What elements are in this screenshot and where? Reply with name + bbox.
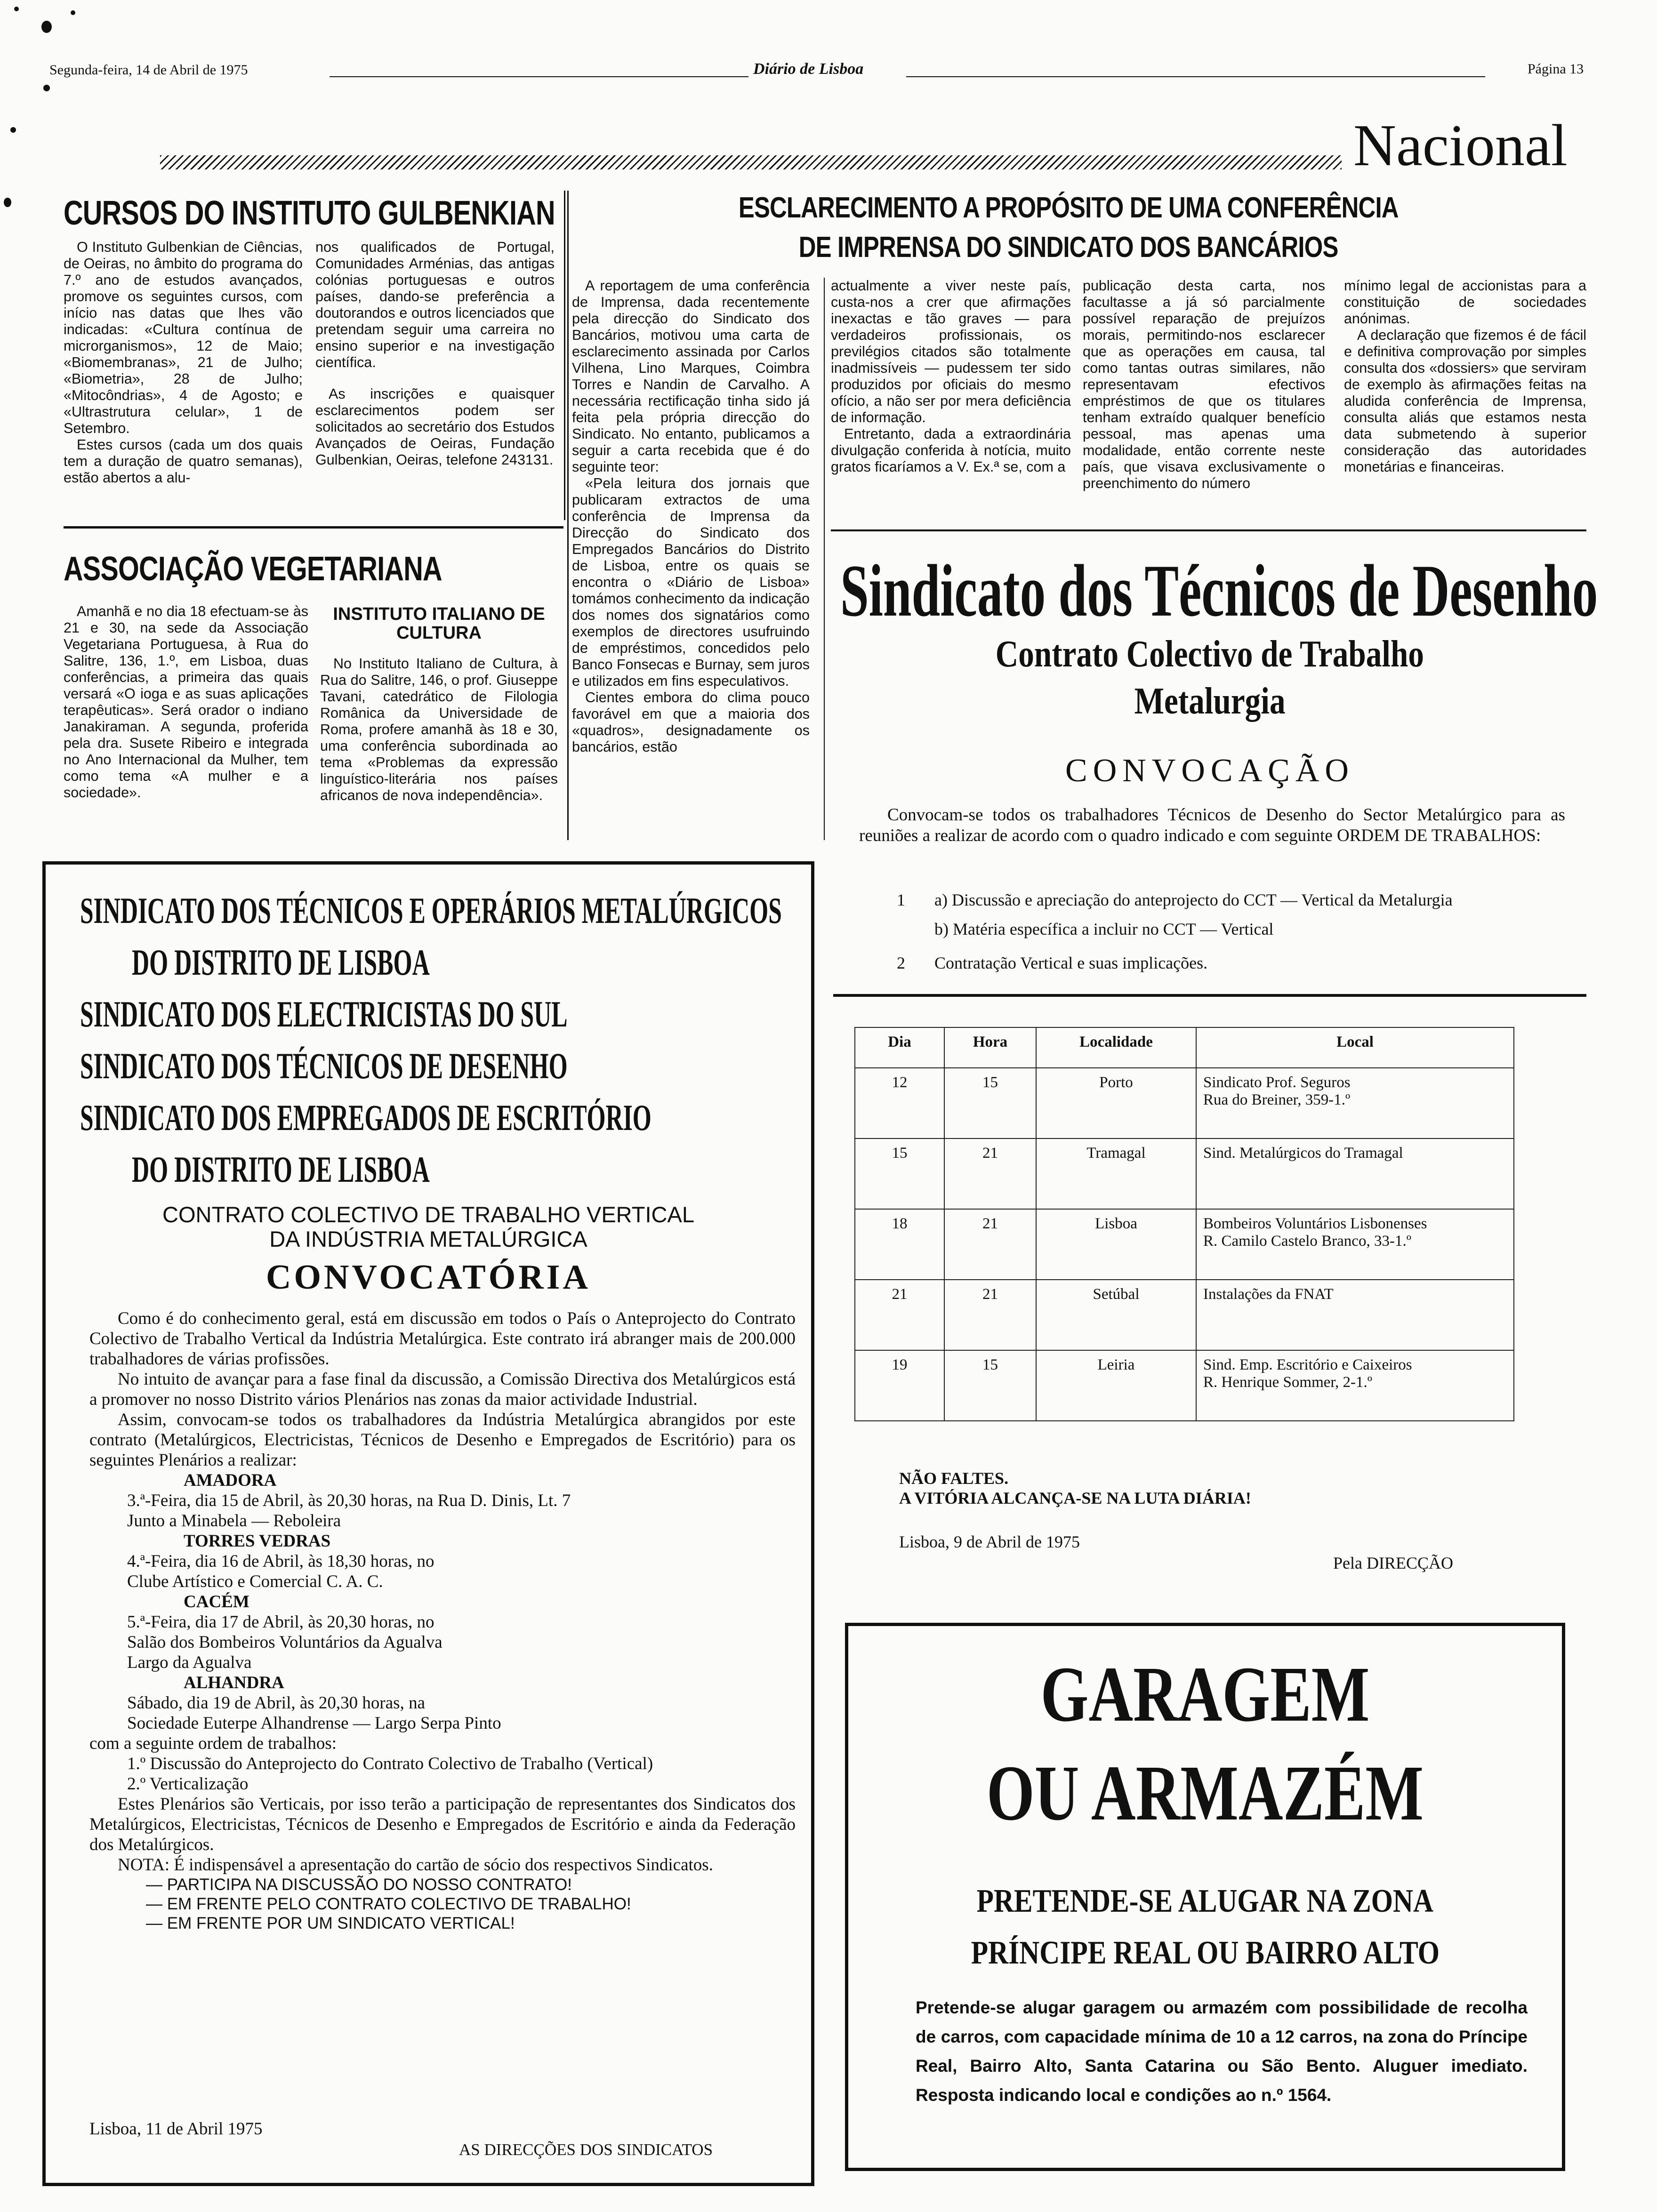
metalurgicos-body bbox=[89, 1308, 796, 1933]
cell-hora: 21 bbox=[944, 1138, 1036, 1209]
agenda-item-1b: b) Matéria específica a incluir no CCT — Vertical bbox=[934, 920, 1274, 938]
column-divider bbox=[564, 191, 565, 520]
garagem-subtitle-line: PRETENDE-SE ALUGAR NA ZONA bbox=[976, 1883, 1434, 1919]
metalurgicos-signature: AS DIRECÇÕES DOS SINDICATOS bbox=[459, 2140, 713, 2159]
plenario-place: ALHANDRA bbox=[184, 1673, 284, 1692]
cell-dia: 18 bbox=[855, 1209, 944, 1280]
gulbenkian-column-1 bbox=[64, 239, 303, 486]
ink-speck bbox=[71, 10, 75, 15]
section-hatch-band bbox=[160, 155, 1342, 169]
slogan-line: NÃO FALTES. bbox=[899, 1469, 1009, 1488]
contract-title-line: CONTRATO COLECTIVO DE TRABALHO VERTICAL bbox=[162, 1202, 694, 1227]
masthead-paper-name: Diário de Lisboa bbox=[753, 60, 864, 78]
desenho-subtitle-line: Metalurgia bbox=[1134, 681, 1286, 722]
cell-local: Sind. Emp. Escritório e Caixeiros R. Henrique Sommer, 2-1.º bbox=[1196, 1350, 1514, 1421]
desenho-title: Sindicato dos Técnicos de Desenho bbox=[840, 550, 1598, 632]
gulbenkian-paragraph: nos qualificados de Portugal, Comunidades Arménias, das antigas colónias portuguesas e outros países, dando-se preferência a doutorandos e outros licenciados que pretendam seguir uma carreira no ensino superior e na investigação científica. bbox=[315, 239, 555, 370]
bancarios-column-4: mínimo legal de accionistas para a constituição de sociedades anónimas. A declaração que fizemos é de fácil e definitiva comprovação por simples consulta dos «dossiers» que serviram de exemplo às afirmações feitas na aludida conferência de Imprensa, consulta aliás que estamos nesta data submetendo à superior consideração das autoridades monetárias e financeiras. bbox=[1344, 278, 1586, 475]
column-header: Hora bbox=[944, 1027, 1036, 1068]
cell-hora: 15 bbox=[944, 1068, 1036, 1138]
masthead-page-number: Página 13 bbox=[1528, 61, 1584, 77]
slogan-line: — EM FRENTE POR UM SINDICATO VERTICAL! bbox=[146, 1914, 515, 1932]
table-row bbox=[855, 1350, 1514, 1421]
union-line: SINDICATO DOS EMPREGADOS DE ESCRITÓRIO bbox=[80, 1097, 652, 1138]
italiano-headline: INSTITUTO ITALIANO DE CULTURA bbox=[333, 604, 545, 643]
union-line: SINDICATO DOS TÉCNICOS E OPERÁRIOS METALÚRGICOS bbox=[80, 890, 782, 931]
cell-local: Bombeiros Voluntários Lisbonenses R. Camilo Castelo Branco, 33-1.º bbox=[1196, 1209, 1514, 1280]
order-item: 2.º Verticalização bbox=[127, 1774, 249, 1794]
cell-hora: 21 bbox=[944, 1280, 1036, 1350]
bancarios-headline-line: DE IMPRENSA DO SINDICATO DOS BANCÁRIOS bbox=[799, 231, 1338, 264]
union-line: SINDICATO DOS ELECTRICISTAS DO SUL bbox=[80, 994, 568, 1034]
ink-speck bbox=[14, 7, 19, 11]
masthead-rule-right bbox=[906, 76, 1485, 77]
bancarios-column-1: A reportagem de uma conferência de Imprensa, dada recentemente pela direcção do Sindicato dos Bancários, motivou uma carta de esclarecimento assinada por Carlos Vilhena, Lino Marques, Coimbra Torres e Nandin de Carvalho. A necessária rectificação tinha sido já feita pela própria direcção do Sindicato. No entanto, publicamos a seguir a carta recebida que é do seguinte teor: «Pela leitura dos jornais que publicaram extractos de uma conferência de Imprensa da Direcção do Sindicato dos Empregados Bancários do Distrito de Lisboa, entre os quais se encontra o «Diário de Lisboa» tomámos conhecimento da indicação dos nomes dos signatários como exemplos de directores usufruindo de empréstimos, concedidos pelo Banco Fonsecas e Burnay, sem juros e utilizados em fins especulativos. Cientes embora do clima pouco favorável em que a maioria dos «quadros», designadamente os bancários, estão bbox=[572, 278, 810, 755]
metalurgicos-paragraph: Assim, convocam-se todos os trabalhadores da Indústria Metalúrgica abrangidos por este contrato (Metalúrgicos, Electricistas, Técnicos de Desenho e Empregados de Escritório) para os seguintes Plenários a realizar: bbox=[89, 1410, 796, 1470]
column-divider bbox=[824, 278, 825, 840]
cell-hora: 15 bbox=[944, 1350, 1036, 1421]
desenho-date: Lisboa, 9 de Abril de 1975 bbox=[899, 1532, 1080, 1551]
ink-speck bbox=[4, 198, 11, 207]
metalurgicos-nota: NOTA: É indispensável a apresentação do cartão de sócio dos respectivos Sindicatos. bbox=[118, 1855, 713, 1875]
garagem-subtitle bbox=[845, 1875, 1565, 1979]
union-line: DO DISTRITO DE LISBOA bbox=[132, 942, 430, 983]
table-row bbox=[855, 1280, 1514, 1350]
cell-localidade: Porto bbox=[1036, 1068, 1196, 1138]
cell-dia: 21 bbox=[855, 1280, 944, 1350]
masthead-rule-left bbox=[330, 76, 748, 77]
desenho-convocacao: CONVOCAÇÃO bbox=[1065, 753, 1354, 789]
cell-local: Sind. Metalúrgicos do Tramagal bbox=[1196, 1138, 1514, 1209]
union-line: SINDICATO DOS TÉCNICOS DE DESENHO bbox=[80, 1045, 568, 1086]
garagem-title-line: OU ARMAZÉM bbox=[986, 1749, 1424, 1837]
bancarios-column-3: publicação desta carta, nos facultasse a já só parcialmente possível reparação de prejuízos morais, permitindo-nos esclarecer que as operações em causa, tal como tantas outras similares, não representavam efectivos empréstimos de que os titulares tenham extraído qualquer benefício pessoal, mas apenas uma modalidade, então corrente neste país, que visava exclusivamente o preenchimento do número bbox=[1083, 278, 1325, 491]
cell-localidade: Tramagal bbox=[1036, 1138, 1196, 1209]
agenda-item-2: 2 Contratação Vertical e suas implicações. bbox=[897, 954, 1208, 972]
agenda-number: 1 bbox=[897, 890, 905, 909]
bancarios-headline bbox=[574, 188, 1563, 267]
cell-dia: 15 bbox=[855, 1138, 944, 1209]
ink-speck bbox=[43, 85, 50, 91]
plenario-place: CACÉM bbox=[184, 1592, 249, 1611]
garagem-title-line: GARAGEM bbox=[1040, 1651, 1370, 1738]
plenario: ALHANDRA Sábado, dia 19 de Abril, às 20,30 horas, na Sociedade Euterpe Alhandrense — Largo Serpa Pinto bbox=[127, 1673, 796, 1733]
metalurgicos-paragraph: No intuito de avançar para a fase final da discussão, a Comissão Directiva dos Metalúrgicos está a promover no nosso Distrito vários Plenários nas zonas da maior actividade Industrial. bbox=[89, 1370, 796, 1409]
slogan-line: — PARTICIPA NA DISCUSSÃO DO NOSSO CONTRATO! bbox=[146, 1875, 572, 1894]
column-header: Localidade bbox=[1036, 1027, 1196, 1068]
plenario-place: AMADORA bbox=[184, 1471, 277, 1490]
cell-localidade: Setúbal bbox=[1036, 1280, 1196, 1350]
metalurgicos-slogans bbox=[146, 1875, 796, 1933]
gulbenkian-paragraph: Estes cursos (cada um dos quais tem a duração de quatro semanas), estão abertos a alu- bbox=[64, 437, 303, 486]
garagem-body: Pretende-se alugar garagem ou armazém com possibilidade de recolha de carros, com capacidade mínima de 10 a 12 carros, na zona do Príncipe Real, Bairro Alto, Santa Catarina ou São Bento. Aluguer imediato. Resposta indicando local e condições ao n.º 1564. bbox=[916, 1998, 1528, 2105]
order-intro: com a seguinte ordem de trabalhos: bbox=[89, 1734, 337, 1753]
desenho-subtitle bbox=[833, 631, 1586, 725]
desenho-intro: Convocam-se todos os trabalhadores Técnicos de Desenho do Sector Metalúrgico para as reuniões a realizar de acordo com o quadro indicado e com seguinte ORDEM DE TRABALHOS: bbox=[859, 805, 1565, 845]
ink-speck bbox=[10, 127, 16, 133]
section-rule bbox=[831, 529, 1586, 531]
ink-speck bbox=[41, 21, 52, 33]
column-header: Local bbox=[1196, 1027, 1514, 1068]
italiano-column: INSTITUTO ITALIANO DE CULTURA No Instituto Italiano de Cultura, à Rua do Salitre, 146, o prof. Giuseppe Tavani, catedrático de Filologia Românica da Universidade de Roma, profere amanhã às 18 e 30, uma conferência subordinada ao tema «Problemas da expressão linguístico-literária nos países africanos de nova independência». bbox=[320, 604, 558, 803]
gulbenkian-paragraph: As inscrições e quaisquer esclarecimentos podem ser solicitados ao secretário dos Estudos Avançados de Oeiras, Fundação Gulbenkian, Oeiras, telefone 243131. bbox=[315, 386, 555, 468]
vegetariana-body: Amanhã e no dia 18 efectuam-se às 21 e 30, na sede da Associação Vegetariana Portuguesa, à Rua do Salitre, 136, 1.º, em Lisboa, duas conferências, a primeira das quais versará «O ioga e as suas aplicações terapêuticas». Será orador o indiano Janakiraman. A segunda, proferida pela dra. Susete Ribeiro e integrada no Ano Internacional da Mulher, tem como tema «A mulher e a sociedade». bbox=[64, 603, 308, 801]
garagem-subtitle-line: PRÍNCIPE REAL OU BAIRRO ALTO bbox=[971, 1935, 1440, 1971]
gulbenkian-headline: CURSOS DO INSTITUTO GULBENKIAN bbox=[64, 194, 555, 232]
gulbenkian-column-2 bbox=[315, 239, 555, 468]
cell-localidade: Leiria bbox=[1036, 1350, 1196, 1421]
cell-local: Sindicato Prof. Seguros Rua do Breiner, 359-1.º bbox=[1196, 1068, 1514, 1138]
agenda-number: 2 bbox=[897, 954, 905, 972]
gulbenkian-paragraph: O Instituto Gulbenkian de Ciências, de Oeiras, no âmbito do programa do 7.º ano de estudos avançados, promove os seguintes cursos, com início nas datas que lhes vão indicadas: «Cultura contínua de microrganismos», 12 de Maio; «Biomembranas», 21 de Julho; «Biometria», 28 de Julho; «Mitocôndrias», 4 de Agosto; e «Ultrastrutura celular», 1 de Setembro. bbox=[64, 239, 303, 436]
section-rule bbox=[64, 526, 563, 529]
cell-hora: 21 bbox=[944, 1209, 1036, 1280]
metalurgicos-paragraph: Como é do conhecimento geral, está em discussão em todos o País o Anteprojecto do Contrato Colectivo de Trabalho Vertical da Indústria Metalúrgica. Este contrato irá abranger mais de 200.000 trabalhadores de várias profissões. bbox=[89, 1309, 796, 1369]
agenda-item-1a: a) Discussão e apreciação do anteprojecto do CCT — Vertical da Metalurgia bbox=[934, 890, 1453, 909]
bancarios-headline-line: ESCLARECIMENTO A PROPÓSITO DE UMA CONFERÊNCIA bbox=[739, 192, 1399, 224]
cell-dia: 12 bbox=[855, 1068, 944, 1138]
metalurgicos-union-list bbox=[80, 885, 1143, 1195]
plenario-place: TORRES VEDRAS bbox=[184, 1531, 331, 1551]
section-name: Nacional bbox=[1353, 113, 1568, 178]
cell-dia: 19 bbox=[855, 1350, 944, 1421]
column-header: Dia bbox=[855, 1027, 944, 1068]
plenario: CACÉM 5.ª-Feira, dia 17 de Abril, às 20,30 horas, no Salão dos Bombeiros Voluntários da Agualva Largo da Agualva bbox=[127, 1592, 796, 1673]
cell-localidade: Lisboa bbox=[1036, 1209, 1196, 1280]
order-item: 1.º Discussão do Anteprojecto do Contrato Colectivo de Trabalho (Vertical) bbox=[127, 1754, 653, 1773]
column-divider bbox=[567, 191, 569, 840]
plenario: TORRES VEDRAS 4.ª-Feira, dia 16 de Abril, às 18,30 horas, no Clube Artístico e Comercial C. A. C. bbox=[127, 1531, 796, 1592]
desenho-signature: Pela DIRECÇÃO bbox=[1333, 1554, 1453, 1572]
desenho-slogans bbox=[899, 1468, 1251, 1508]
metalurgicos-contract-title bbox=[47, 1202, 810, 1251]
vegetariana-headline: ASSOCIAÇÃO VEGETARIANA bbox=[64, 550, 442, 588]
metalurgicos-date: Lisboa, 11 de Abril 1975 bbox=[89, 2119, 263, 2139]
slogan-line: A VITÓRIA ALCANÇA-SE NA LUTA DIÁRIA! bbox=[899, 1489, 1251, 1507]
desenho-subtitle-line: Contrato Colectivo de Trabalho bbox=[995, 633, 1424, 675]
metalurgicos-paragraph: Estes Plenários são Verticais, por isso terão a participação de representantes dos Sindicatos dos Metalúrgicos, Electricistas, Técnicos de Desenho e Empregados de Escritório e ainda da Federação dos Metalúrgicos. bbox=[89, 1795, 796, 1854]
cell-local: Instalações da FNAT bbox=[1196, 1280, 1514, 1350]
plenario: AMADORA 3.ª-Feira, dia 15 de Abril, às 20,30 horas, na Rua D. Dinis, Lt. 7 Junto a Minabela — Reboleira bbox=[127, 1470, 796, 1531]
slogan-line: — EM FRENTE PELO CONTRATO COLECTIVO DE TRABALHO! bbox=[146, 1895, 631, 1913]
table-row bbox=[855, 1209, 1514, 1280]
masthead-date: Segunda-feira, 14 de Abril de 1975 bbox=[49, 62, 248, 78]
union-line: DO DISTRITO DE LISBOA bbox=[132, 1149, 430, 1190]
metalurgicos-convocatoria: CONVOCATÓRIA bbox=[266, 1258, 591, 1297]
bancarios-column-2: actualmente a viver neste país, custa-nos a crer que afirmações inexactas e tão graves — para verdadeiros profissionais, os previlégios citados são totalmente inadmissíveis — pudessem ter sido produzidos por oficiais do mesmo ofício, a não ser por mera deficiência de informação. Entretanto, dada a extraordinária divulgação conferida à notícia, muito gratos ficaríamos a V. Ex.ª se, com a bbox=[831, 278, 1071, 475]
garagem-title bbox=[845, 1645, 1565, 1843]
contract-title-line: DA INDÚSTRIA METALÚRGICA bbox=[269, 1226, 587, 1251]
